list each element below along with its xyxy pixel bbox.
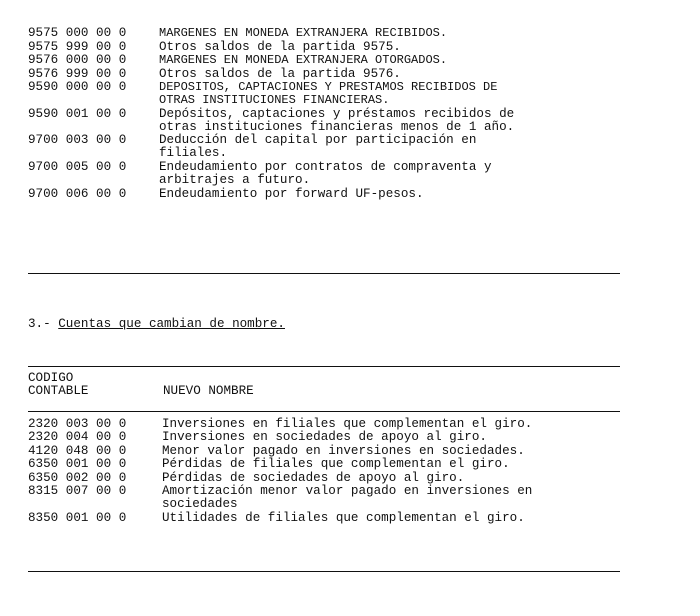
account-description (159, 108, 629, 134)
account-description (159, 68, 629, 81)
account-description (162, 512, 632, 525)
account-code: 9700 005 00 0 (28, 160, 127, 175)
description-line: Amortización menor valor pagado en inversiones en (162, 484, 533, 498)
account-code: 9700 006 00 0 (28, 186, 127, 201)
account-description (162, 485, 632, 511)
account-code: 9576 000 00 0 (28, 53, 127, 67)
table-row (28, 512, 632, 525)
description-line: Menor valor pagado en inversiones en sociedades. (162, 443, 525, 458)
account-description (159, 134, 629, 160)
table-top-rule (28, 366, 620, 367)
account-description (159, 27, 629, 40)
description-line: Depósitos, captaciones y préstamos recibidos de (159, 106, 515, 121)
table-header-name (163, 385, 254, 398)
account-description (159, 188, 629, 201)
account-code: 8350 001 00 0 (28, 510, 127, 525)
account-code: 2320 004 00 0 (28, 430, 127, 445)
account-code: 6350 001 00 0 (28, 457, 127, 472)
table-row (28, 54, 629, 67)
table-row (28, 458, 632, 471)
table-row (28, 485, 632, 511)
description-line: otras instituciones financieras menos de 1 año. (159, 119, 515, 134)
table-header-code-2 (28, 385, 88, 398)
account-code: 9590 001 00 0 (28, 106, 127, 121)
account-code: 6350 002 00 0 (28, 470, 127, 485)
divider-1 (28, 273, 620, 274)
account-description (162, 458, 632, 471)
section-3-title (28, 318, 285, 331)
header-code-line2: CONTABLE (28, 384, 89, 398)
account-description (159, 54, 629, 67)
account-description (159, 41, 629, 54)
account-code: 9575 000 00 0 (28, 26, 127, 40)
table-row (28, 27, 629, 40)
table-row (28, 431, 632, 444)
account-description (162, 431, 632, 444)
account-code: 9590 000 00 0 (28, 80, 127, 94)
description-line: filiales. (159, 146, 228, 161)
description-line: Endeudamiento por forward UF-pesos. (159, 186, 424, 201)
description-line: MARGENES EN MONEDA EXTRANJERA RECIBIDOS. (159, 26, 448, 40)
description-line: Otros saldos de la partida 9576. (159, 66, 401, 81)
description-line: Inversiones en filiales que complementan el giro. (162, 417, 533, 431)
description-line: Utilidades de filiales que complementan el giro. (162, 510, 525, 525)
table-row (28, 188, 629, 201)
divider-bottom (28, 571, 620, 572)
table-row (28, 418, 632, 431)
account-code: 9575 999 00 0 (28, 39, 127, 54)
account-description (162, 418, 632, 431)
description-line: MARGENES EN MONEDA EXTRANJERA OTORGADOS. (159, 53, 448, 67)
description-line: Endeudamiento por contratos de compraventa y (159, 160, 492, 175)
table-row (28, 68, 629, 81)
account-description (159, 161, 629, 187)
description-line: Inversiones en sociedades de apoyo al giro. (162, 430, 487, 445)
table-row (28, 472, 632, 485)
account-code: 9576 999 00 0 (28, 66, 127, 81)
description-line: OTRAS INSTITUCIONES FINANCIERAS. (159, 93, 390, 107)
section-title-text: Cuentas que cambian de nombre. (58, 317, 285, 331)
table-row (28, 161, 629, 187)
account-code: 2320 003 00 0 (28, 417, 127, 431)
table-row (28, 41, 629, 54)
account-code: 8315 007 00 0 (28, 484, 127, 498)
header-code-line1: CODIGO (28, 371, 74, 385)
table-row (28, 108, 629, 134)
description-line: Otros saldos de la partida 9575. (159, 39, 401, 54)
account-description (162, 472, 632, 485)
description-line: Deducción del capital por participación en (159, 133, 477, 148)
table-row (28, 81, 629, 107)
description-line: Pérdidas de sociedades de apoyo al giro. (162, 470, 465, 485)
table-row (28, 134, 629, 160)
section-number: 3.- (28, 317, 51, 331)
account-code: 4120 048 00 0 (28, 443, 127, 458)
description-line: Pérdidas de filiales que complementan el giro. (162, 457, 510, 472)
account-code: 9700 003 00 0 (28, 133, 127, 148)
account-description (159, 81, 629, 107)
table-header-rule (28, 411, 620, 412)
description-line: DEPOSITOS, CAPTACIONES Y PRESTAMOS RECIBIDOS DE (159, 80, 498, 94)
table-row (28, 445, 632, 458)
account-description (162, 445, 632, 458)
description-line: sociedades (162, 497, 238, 511)
header-name: NUEVO NOMBRE (163, 384, 254, 398)
description-line: arbitrajes a futuro. (159, 173, 311, 188)
